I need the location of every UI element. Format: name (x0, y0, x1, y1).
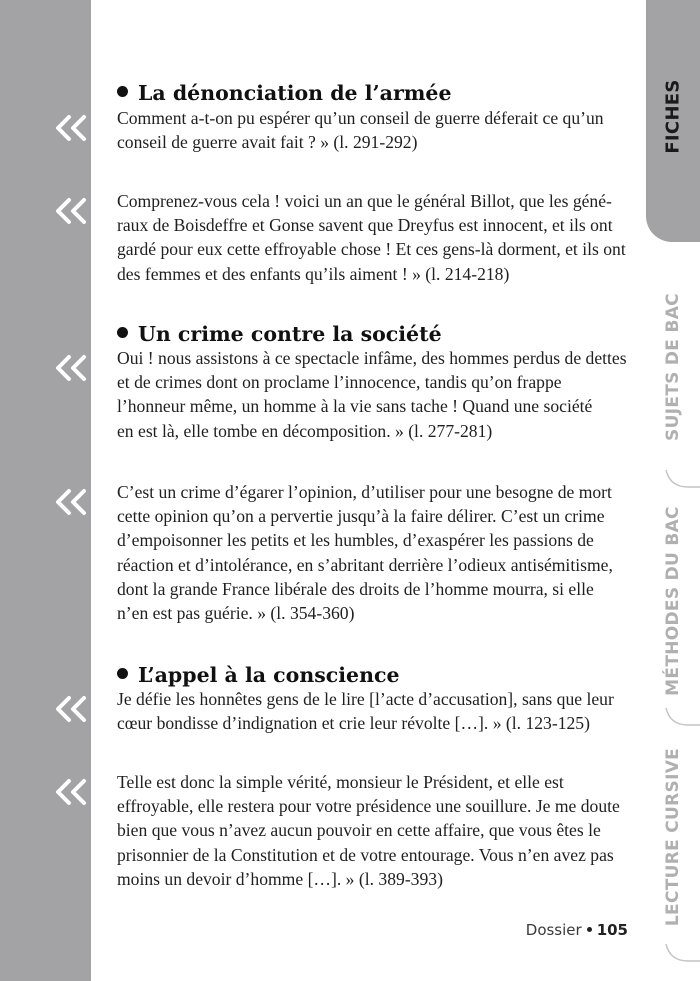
quote-paragraph: Oui ! nous assistons à ce spectacle infâme, des hommes perdus de dettes et de crimes dont on proclame l’innocence, tandis qu’on frappe l’honneur même, un homme à la vie sans tache ! Quand une société en est là, elle tombe en décomposition. » (l. 277-281) (117, 348, 627, 441)
section-heading: L’appel à la conscience (117, 663, 637, 687)
open-quote-icon (54, 197, 88, 225)
footer-label: Dossier (525, 921, 582, 939)
section-heading: La dénonciation de l’armée (117, 81, 637, 105)
open-quote-icon (54, 114, 88, 142)
open-quote-icon (54, 488, 88, 516)
open-quote-icon (54, 778, 88, 806)
tab-divider (660, 704, 700, 726)
bullet-icon (117, 668, 128, 679)
quote-paragraph: Telle est donc la simple vérité, monsieur le Président, et elle est effroyable, elle restera pour votre présidence une souillure. Je me doute bien que vous n’avez aucun pouvoir en cette affaire, que vous êtes le prisonnier de la Constitution et de votre entourage. Vous n’en avez pas moins un devoir d’homme […]. » (l. 389-393) (117, 772, 620, 889)
tab-divider (660, 466, 700, 488)
section-tabs (646, 0, 700, 981)
open-quote-icon (54, 695, 88, 723)
tab-lecture-cursive[interactable]: LECTURE CURSIVE (663, 747, 683, 927)
bullet-icon (117, 327, 128, 338)
tab-methodes-du-bac[interactable]: MÉTHODES DU BAC (663, 506, 683, 696)
quote-paragraph: C’est un crime d’égarer l’opinion, d’utiliser pour une besogne de mort cette opinion qu’on a pervertie jusqu’à la faire délirer. C’est un crime d’empoisonner les petits et les humbles, d’exaspérer les passions de réaction et d’intolérance, en s’abritant derrière l’odieux antisémitisme, dont la grande France libérale des droits de l’homme mourra, si elle n’en est pas guérie. » (l. 354-360) (117, 482, 613, 624)
tab-sujets-de-bac[interactable]: SUJETS DE BAC (663, 293, 684, 441)
quote-paragraph: Comment a-t-on pu espérer qu’un conseil de guerre déferait ce qu’un conseil de guerre avait fait ? » (l. 291-292) (117, 108, 604, 153)
page-number: 105 (596, 921, 628, 939)
open-quote-icon (54, 354, 88, 382)
page-footer (478, 921, 628, 939)
footer-bullet-icon (587, 927, 592, 932)
tab-fiches[interactable]: FICHES (646, 0, 700, 242)
quote-paragraph: Comprenez-vous cela ! voici un an que le général Billot, que les géné- raux de Boisdeffre et Gonse savent que Dreyfus est innocent, et ils ont gardé pour eux cette effroyable chose ! Et ces gens-là dorment, et ils ont des femmes et des enfants qu’ils aiment ! » (l. 214-218) (117, 191, 626, 284)
section-heading: Un crime contre la société (117, 322, 637, 346)
bullet-icon (117, 86, 128, 97)
tab-divider (660, 940, 700, 962)
quote-paragraph: Je défie les honnêtes gens de le lire [l’acte d’accusation], sans que leur cœur bondisse d’indignation et crie leur révolte […]. » (l. 123-125) (117, 689, 614, 734)
